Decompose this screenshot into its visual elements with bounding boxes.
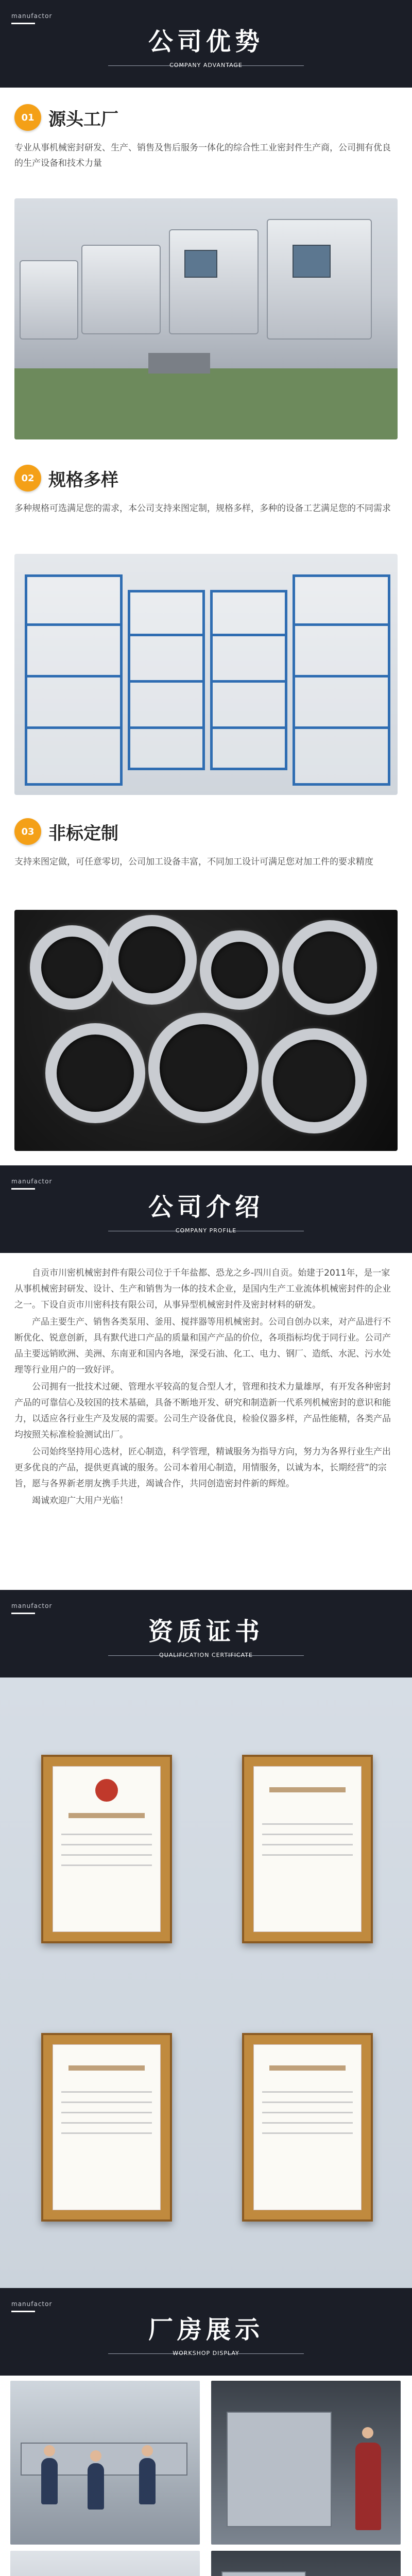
profile-paragraph: 公司拥有一批技术过硬、管理水平较高的复合型人才，管理和技术力量雄厚，有开发各种密封产品的可靠信心及较国的技术基础，具备不断地开发、研究和制造新一代系列机械密封的意识和能力，以适应各行业生产及发展的需要。公司生产设备优良，检验仪器多样，产品性能精，各类产品均按照关标准检验测试出厂。	[14, 1382, 391, 1440]
workshop-header	[0, 2288, 412, 2376]
floor	[14, 368, 398, 439]
workshop-photo	[10, 2381, 200, 2545]
seal-icon	[95, 1779, 118, 1802]
profile-paragraph: 自贡市川密机械密封件有限公司位于千年盐都、恐龙之乡-四川自贡。始建于2011年，是一家从事机械密封研发、设计、生产和销售为一体的技术企业，是国内生产工业流体机械密封件的企业之一。下设自贡市川密科技有限公司，从事异型机械密封件及密封材料的研发。	[14, 1268, 391, 1310]
advantage-description: 支持来图定做，可任意零切，公司加工设备丰富，不同加工设计可满足您对加工件的要求精度	[14, 857, 373, 867]
section-subtitle: COMPANY ADVANTAGE	[169, 62, 243, 69]
advantage-header	[0, 0, 412, 88]
section-title: 厂房展示	[148, 2315, 264, 2344]
section-title: 公司介绍	[148, 1193, 264, 1222]
advantage-title: 规格多样	[48, 469, 118, 490]
certificate-frame	[242, 1755, 373, 1943]
certificate-gallery	[0, 1677, 412, 2288]
profile-header	[0, 1165, 412, 1253]
manufactor-tag: manufactor	[11, 12, 53, 20]
advantage-title: 源头工厂	[48, 109, 118, 130]
certificate-frame	[41, 1755, 172, 1943]
section-title: 资质证书	[148, 1617, 264, 1646]
advantage-description: 多种规格可选满足您的需求，本公司支持来图定制，规格多样，多种的设备工艺满足您的不同需求	[14, 503, 391, 514]
advantage-number-badge: 02	[14, 465, 41, 492]
workshop-photo	[211, 2551, 401, 2576]
factory-photo	[14, 198, 398, 439]
warehouse-shelf-photo	[14, 554, 398, 795]
workshop-photo	[211, 2381, 401, 2545]
section-title: 公司优势	[148, 27, 264, 56]
profile-paragraph: 公司始终坚持用心选材，匠心制造，科学管理，精诚服务为指导方向，努力为各界行业生产出更多优良的产品，提供更真诚的服务。公司本着用心制造，用情服务，以诚为本，长期经营”的宗旨，愿与各界新老朋友携手共进，竭诚合作，共同创造密封件新的辉煌。	[14, 1447, 391, 1489]
advantage-item	[14, 802, 398, 1165]
section-subtitle: COMPANY PROFILE	[175, 1227, 237, 1234]
certificate-header	[0, 1590, 412, 1677]
advantage-number-badge: 03	[14, 818, 41, 845]
advantage-description: 专业从事机械密封研发、生产、销售及售后服务一体化的综合性工业密封件生产商，公司拥有优良的生产设备和技术力量	[14, 143, 391, 168]
workpieces	[148, 353, 210, 374]
profile-paragraph: 竭诚欢迎广大用户光临！	[32, 1496, 128, 1506]
manufactor-tag: manufactor	[11, 1602, 53, 1609]
manufactor-tag: manufactor	[11, 1178, 53, 1185]
advantage-number-badge: 01	[14, 104, 41, 131]
certificate-frame	[242, 2033, 373, 2222]
advantage-list	[0, 88, 412, 1165]
workshop-gallery	[0, 2376, 412, 2576]
advantage-item	[14, 448, 398, 802]
section-subtitle: WORKSHOP DISPLAY	[173, 2350, 239, 2357]
workshop-photo	[10, 2551, 200, 2576]
advantage-item	[14, 88, 398, 448]
section-subtitle: QUALIFICATION CERTIFICATE	[159, 1652, 253, 1658]
company-profile-text	[0, 1253, 412, 1590]
advantage-title: 非标定制	[48, 823, 118, 844]
profile-paragraph: 产品主要生产、销售各类泵用、釜用、搅拌器等用机械密封。公司自创办以来，对产品进行不断优化、锐意创新，具有默代进口产品的质量和国产产品的价位，各项指标均优于同行业。公司产品主要远销欧洲、美洲、东南亚和国内各地，深受石油、化工、电力、钢厂、造纸、水泥、污水处理等行业用户的一致好评。	[14, 1317, 391, 1375]
certificate-frame	[41, 2033, 172, 2222]
seal-rings-photo	[14, 910, 398, 1151]
manufactor-tag: manufactor	[11, 2300, 53, 2308]
